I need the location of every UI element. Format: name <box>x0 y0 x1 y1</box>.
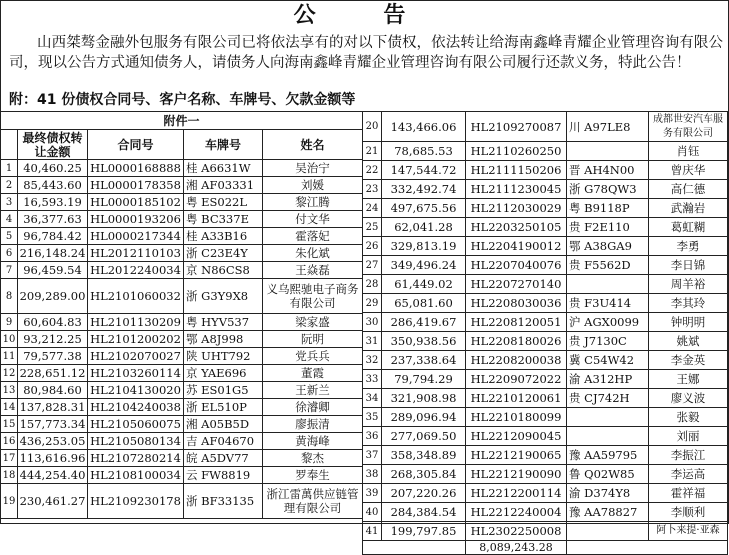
row-contract: HL2111230045 <box>466 180 567 199</box>
row-amount: 199,797.85 <box>382 522 466 541</box>
row-name: 付文华 <box>263 211 363 228</box>
row-number: 27 <box>363 256 382 275</box>
row-amount: 80,984.60 <box>18 382 88 399</box>
row-contract: HL0000168888 <box>88 160 184 177</box>
row-plate <box>567 427 649 446</box>
row-name: 刘丽 <box>649 427 728 446</box>
row-amount: 61,449.02 <box>382 275 466 294</box>
debt-table-right <box>362 111 728 555</box>
row-amount: 277,069.50 <box>382 427 466 446</box>
row-name: 李其玲 <box>649 294 728 313</box>
table-row <box>363 351 728 370</box>
row-contract: HL2104240038 <box>88 399 184 416</box>
row-name: 黎江腾 <box>263 194 363 211</box>
row-contract: HL2105060075 <box>88 416 184 433</box>
row-number: 35 <box>363 408 382 427</box>
row-name: 成都世安汽车服务有限公司 <box>649 112 728 142</box>
row-plate: 晋 AH4N00 <box>567 161 649 180</box>
annex-label: 附件一 <box>1 112 363 130</box>
row-number: 40 <box>363 503 382 522</box>
row-contract: HL2207270140 <box>466 275 567 294</box>
table-row <box>1 177 363 194</box>
row-number: 7 <box>1 262 18 279</box>
row-name: 高仁德 <box>649 180 728 199</box>
row-name: 王娜 <box>649 370 728 389</box>
row-amount: 60,604.83 <box>18 314 88 331</box>
row-plate: 桂 A33B16 <box>184 228 263 245</box>
row-number: 9 <box>1 314 18 331</box>
row-contract: HL2101200202 <box>88 331 184 348</box>
row-contract: HL2210180099 <box>466 408 567 427</box>
table-row <box>363 389 728 408</box>
row-plate: 湘 AF03331 <box>184 177 263 194</box>
row-amount: 349,496.24 <box>382 256 466 275</box>
table-row <box>363 446 728 465</box>
row-amount: 286,419.67 <box>382 313 466 332</box>
row-plate: 浙 C23E4Y <box>184 245 263 262</box>
row-name: 刘媛 <box>263 177 363 194</box>
row-name: 梁家盛 <box>263 314 363 331</box>
row-number: 36 <box>363 427 382 446</box>
row-name: 浙江雷萬供应链管理有限公司 <box>263 484 363 519</box>
row-contract: HL2209072022 <box>466 370 567 389</box>
row-number: 1 <box>1 160 18 177</box>
row-plate: 豫 AA59795 <box>567 446 649 465</box>
debt-table-left <box>0 111 363 519</box>
table-row <box>363 237 728 256</box>
attachment-note: 附：41 份债权合同号、客户名称、车牌号、欠款金额等 <box>9 92 356 108</box>
row-contract: HL2012110103 <box>88 245 184 262</box>
row-amount: 143,466.06 <box>382 112 466 142</box>
table-row <box>1 416 363 433</box>
row-name: 周羊裕 <box>649 275 728 294</box>
row-name: 武瀚岩 <box>649 199 728 218</box>
row-number: 23 <box>363 180 382 199</box>
table-row <box>363 484 728 503</box>
table-row <box>1 365 363 382</box>
row-plate <box>567 408 649 427</box>
row-name: 王焱磊 <box>263 262 363 279</box>
row-plate: 浙 BF33135 <box>184 484 263 519</box>
notice-title: 公 告 <box>293 3 436 28</box>
row-number: 2 <box>1 177 18 194</box>
table-row <box>363 370 728 389</box>
row-contract: HL2204190012 <box>466 237 567 256</box>
row-name: 李振江 <box>649 446 728 465</box>
row-name: 霍落妃 <box>263 228 363 245</box>
table-row <box>1 160 363 177</box>
row-plate: 粤 ES022L <box>184 194 263 211</box>
row-number: 41 <box>363 522 382 541</box>
total-row <box>363 541 728 555</box>
row-contract: HL2109270087 <box>466 112 567 142</box>
row-amount: 216,148.24 <box>18 245 88 262</box>
row-name: 李顺利 <box>649 503 728 522</box>
row-number: 4 <box>1 211 18 228</box>
row-contract: HL2110260250 <box>466 142 567 161</box>
table-row <box>1 467 363 484</box>
row-contract: HL2210120061 <box>466 389 567 408</box>
row-contract: HL2203250105 <box>466 218 567 237</box>
row-amount: 228,651.12 <box>18 365 88 382</box>
row-contract: HL2208120051 <box>466 313 567 332</box>
row-plate: 贵 J7130C <box>567 332 649 351</box>
row-amount: 436,253.05 <box>18 433 88 450</box>
row-contract: HL2208180026 <box>466 332 567 351</box>
row-plate: 粤 B9118P <box>567 199 649 218</box>
row-plate: 鲁 Q02W85 <box>567 465 649 484</box>
row-number: 38 <box>363 465 382 484</box>
row-plate: 鄂 A8J998 <box>184 331 263 348</box>
row-contract: HL2212240004 <box>466 503 567 522</box>
row-amount: 62,041.28 <box>382 218 466 237</box>
row-amount: 79,794.29 <box>382 370 466 389</box>
table-row <box>1 331 363 348</box>
row-amount: 65,081.60 <box>382 294 466 313</box>
row-contract: HL2103260114 <box>88 365 184 382</box>
col-amount-header: 最终债权转让金额 <box>18 130 88 160</box>
row-contract: HL0000193206 <box>88 211 184 228</box>
row-amount: 209,289.00 <box>18 279 88 314</box>
row-plate: 沪 AGX0099 <box>567 313 649 332</box>
row-name: 李金英 <box>649 351 728 370</box>
row-contract: HL2302250008 <box>466 522 567 541</box>
row-number: 12 <box>1 365 18 382</box>
row-name: 姚斌 <box>649 332 728 351</box>
table-row <box>363 465 728 484</box>
row-contract: HL0000185102 <box>88 194 184 211</box>
row-contract: HL2111150206 <box>466 161 567 180</box>
table-row <box>1 314 363 331</box>
row-number: 26 <box>363 237 382 256</box>
row-number: 32 <box>363 351 382 370</box>
table-row <box>363 332 728 351</box>
row-number: 19 <box>1 484 18 519</box>
table-row <box>1 262 363 279</box>
row-name: 肖钰 <box>649 142 728 161</box>
row-name: 廖振清 <box>263 416 363 433</box>
row-amount: 40,460.25 <box>18 160 88 177</box>
row-number: 30 <box>363 313 382 332</box>
row-plate: 陕 UHT792 <box>184 348 263 365</box>
row-amount: 137,828.31 <box>18 399 88 416</box>
row-contract: HL2208030036 <box>466 294 567 313</box>
row-contract: HL2212090045 <box>466 427 567 446</box>
row-number: 8 <box>1 279 18 314</box>
table-row <box>363 142 728 161</box>
row-name: 党兵兵 <box>263 348 363 365</box>
row-name: 阿卜来提·亚森 <box>649 522 728 541</box>
table-row <box>1 348 363 365</box>
total-amount: 8,089,243.28 <box>466 541 567 555</box>
row-plate: 冀 C54W42 <box>567 351 649 370</box>
table-row <box>1 279 363 314</box>
row-contract: HL2012240034 <box>88 262 184 279</box>
row-plate: 渝 A312HP <box>567 370 649 389</box>
row-plate: 京 N86CS8 <box>184 262 263 279</box>
row-number: 10 <box>1 331 18 348</box>
table-row <box>1 245 363 262</box>
notice-body: 山西桀骜金融外包服务有限公司已将依法享有的对以下债权，依法转让给海南鑫峰青耀企业管理咨询有限公司，现以公告方式通知债务人，请债务人向海南鑫峰青耀企业管理咨询有限公司履行还款义务，特此公告！ <box>9 35 723 71</box>
row-plate: 贵 CJ742H <box>567 389 649 408</box>
row-name: 钟明明 <box>649 313 728 332</box>
row-plate: 粤 HYV537 <box>184 314 263 331</box>
table-row <box>363 275 728 294</box>
row-plate: 浙 EL510P <box>184 399 263 416</box>
row-amount: 444,254.40 <box>18 467 88 484</box>
row-amount: 93,212.25 <box>18 331 88 348</box>
row-amount: 268,305.84 <box>382 465 466 484</box>
table-row <box>363 503 728 522</box>
table-row <box>363 180 728 199</box>
row-plate <box>567 142 649 161</box>
row-number: 31 <box>363 332 382 351</box>
table-row <box>363 256 728 275</box>
table-row <box>363 199 728 218</box>
total-spacer <box>567 541 728 555</box>
row-plate: 浙 G3Y9X8 <box>184 279 263 314</box>
row-plate: 京 YAE696 <box>184 365 263 382</box>
row-number: 24 <box>363 199 382 218</box>
table-row <box>363 427 728 446</box>
table-row <box>363 522 728 541</box>
row-amount: 157,773.34 <box>18 416 88 433</box>
row-number: 20 <box>363 112 382 142</box>
table-row <box>1 211 363 228</box>
row-number: 16 <box>1 433 18 450</box>
row-amount: 96,784.42 <box>18 228 88 245</box>
row-amount: 207,220.26 <box>382 484 466 503</box>
row-name: 朱化斌 <box>263 245 363 262</box>
row-number: 3 <box>1 194 18 211</box>
row-name: 阮明 <box>263 331 363 348</box>
row-plate: 吉 AF04670 <box>184 433 263 450</box>
col-name-header: 姓名 <box>263 130 363 160</box>
row-contract: HL2212200114 <box>466 484 567 503</box>
row-plate: 鄂 A38GA9 <box>567 237 649 256</box>
row-name: 义乌熙驰电子商务有限公司 <box>263 279 363 314</box>
row-contract: HL2101130209 <box>88 314 184 331</box>
row-number: 21 <box>363 142 382 161</box>
row-amount: 321,908.98 <box>382 389 466 408</box>
row-amount: 147,544.72 <box>382 161 466 180</box>
total-spacer <box>363 541 466 555</box>
table-row <box>1 433 363 450</box>
row-amount: 350,938.56 <box>382 332 466 351</box>
row-name: 李日锦 <box>649 256 728 275</box>
row-name: 黎杰 <box>263 450 363 467</box>
row-plate: 桂 A6631W <box>184 160 263 177</box>
row-contract: HL2212190065 <box>466 446 567 465</box>
row-plate <box>567 275 649 294</box>
row-contract: HL2112030029 <box>466 199 567 218</box>
row-amount: 332,492.74 <box>382 180 466 199</box>
row-number: 18 <box>1 467 18 484</box>
row-contract: HL2208200038 <box>466 351 567 370</box>
row-number: 13 <box>1 382 18 399</box>
row-number: 17 <box>1 450 18 467</box>
row-name: 李运高 <box>649 465 728 484</box>
row-number: 34 <box>363 389 382 408</box>
row-amount: 497,675.56 <box>382 199 466 218</box>
row-contract: HL2109230178 <box>88 484 184 519</box>
row-name: 廖义波 <box>649 389 728 408</box>
row-amount: 329,813.19 <box>382 237 466 256</box>
row-number: 25 <box>363 218 382 237</box>
row-contract: HL2101060032 <box>88 279 184 314</box>
row-number: 28 <box>363 275 382 294</box>
row-number: 22 <box>363 161 382 180</box>
row-plate: 豫 AA78827 <box>567 503 649 522</box>
row-amount: 78,685.53 <box>382 142 466 161</box>
row-number: 15 <box>1 416 18 433</box>
row-contract: HL2107280214 <box>88 450 184 467</box>
row-plate: 皖 A5DV77 <box>184 450 263 467</box>
row-plate: 粤 BC337E <box>184 211 263 228</box>
table-row <box>1 450 363 467</box>
row-amount: 36,377.63 <box>18 211 88 228</box>
row-amount: 79,577.38 <box>18 348 88 365</box>
row-name: 罗奉生 <box>263 467 363 484</box>
table-row <box>1 399 363 416</box>
row-contract: HL2105080134 <box>88 433 184 450</box>
row-amount: 16,593.19 <box>18 194 88 211</box>
row-contract: HL2212190090 <box>466 465 567 484</box>
row-name: 张毅 <box>649 408 728 427</box>
row-number: 5 <box>1 228 18 245</box>
col-no-header <box>1 130 18 160</box>
table-row <box>1 228 363 245</box>
table-row <box>363 112 728 142</box>
row-number: 33 <box>363 370 382 389</box>
row-contract: HL2207040076 <box>466 256 567 275</box>
row-amount: 96,459.54 <box>18 262 88 279</box>
row-name: 吴治宁 <box>263 160 363 177</box>
row-plate: 渝 D374Y8 <box>567 484 649 503</box>
row-plate: 浙 G78QW3 <box>567 180 649 199</box>
row-contract: HL0000178358 <box>88 177 184 194</box>
table-row <box>363 408 728 427</box>
row-plate: 湘 A05B5D <box>184 416 263 433</box>
table-row <box>363 218 728 237</box>
row-amount: 289,096.94 <box>382 408 466 427</box>
row-plate: 云 FW8819 <box>184 467 263 484</box>
row-name: 徐濬卿 <box>263 399 363 416</box>
row-plate: 苏 ES01G5 <box>184 382 263 399</box>
row-number: 37 <box>363 446 382 465</box>
row-number: 11 <box>1 348 18 365</box>
row-amount: 113,616.96 <box>18 450 88 467</box>
row-number: 39 <box>363 484 382 503</box>
row-amount: 237,338.64 <box>382 351 466 370</box>
table-row <box>1 382 363 399</box>
row-contract: HL2102070027 <box>88 348 184 365</box>
row-name: 王新兰 <box>263 382 363 399</box>
row-amount: 85,443.60 <box>18 177 88 194</box>
col-contract-header: 合同号 <box>88 130 184 160</box>
row-name: 霍祥福 <box>649 484 728 503</box>
table-row <box>363 313 728 332</box>
row-amount: 230,461.27 <box>18 484 88 519</box>
col-plate-header: 车牌号 <box>184 130 263 160</box>
row-name: 曾庆华 <box>649 161 728 180</box>
row-name: 董霞 <box>263 365 363 382</box>
row-number: 29 <box>363 294 382 313</box>
row-amount: 284,384.54 <box>382 503 466 522</box>
row-name: 李勇 <box>649 237 728 256</box>
row-number: 6 <box>1 245 18 262</box>
table-row <box>1 194 363 211</box>
row-contract: HL2104130020 <box>88 382 184 399</box>
table-row <box>363 161 728 180</box>
row-plate: 贵 F3U414 <box>567 294 649 313</box>
row-plate: 贵 F2E110 <box>567 218 649 237</box>
row-plate: 贵 F5562D <box>567 256 649 275</box>
row-plate <box>567 522 649 541</box>
row-name: 葛虹糊 <box>649 218 728 237</box>
row-amount: 358,348.89 <box>382 446 466 465</box>
row-name: 黄海峰 <box>263 433 363 450</box>
table-row <box>363 294 728 313</box>
row-contract: HL2108100034 <box>88 467 184 484</box>
row-contract: HL0000217344 <box>88 228 184 245</box>
row-number: 14 <box>1 399 18 416</box>
table-row <box>1 484 363 519</box>
row-plate: 川 A97LE8 <box>567 112 649 142</box>
